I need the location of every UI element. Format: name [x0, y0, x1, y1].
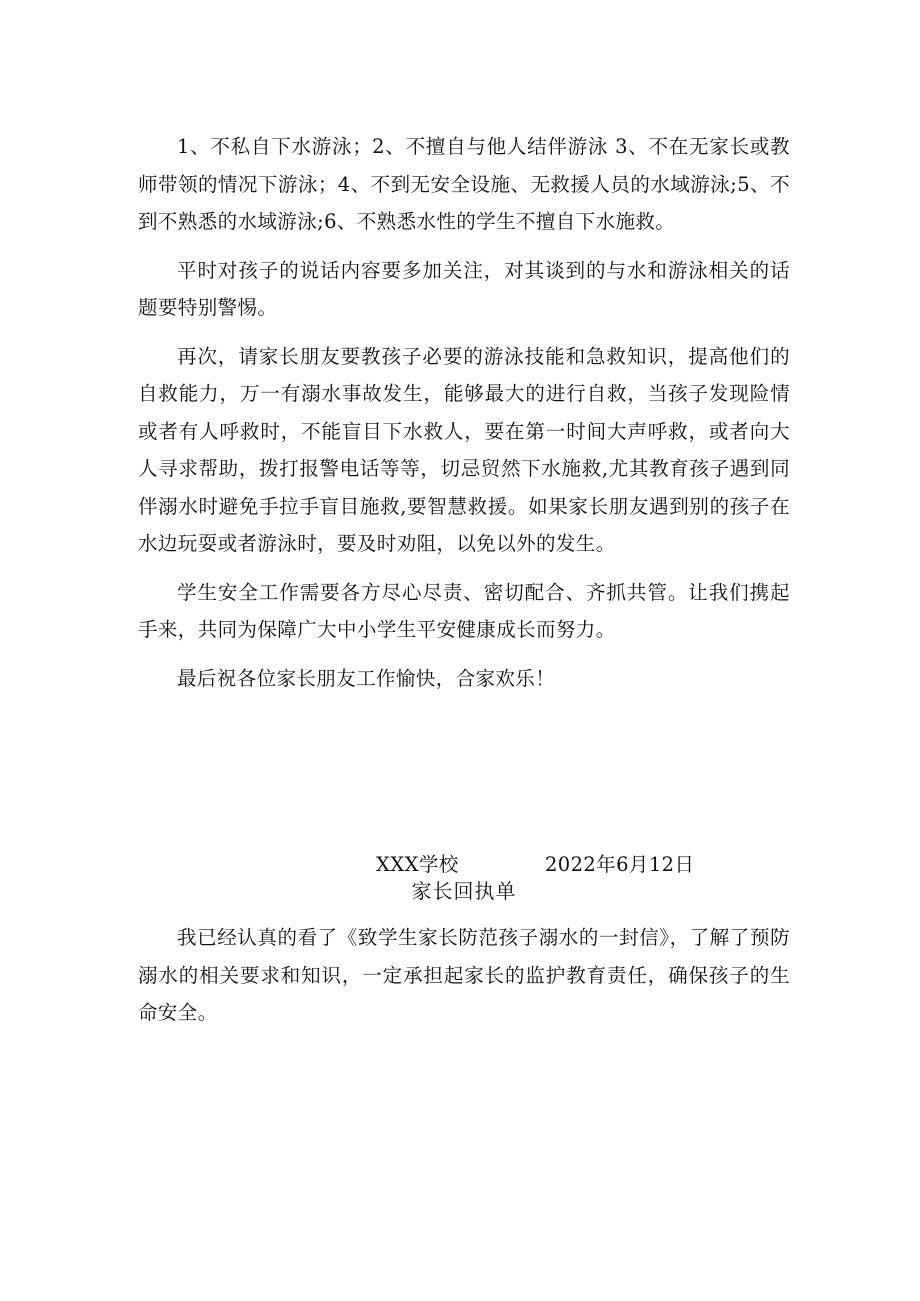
letter-paragraph-safety-rules: 1、不私自下水游泳；2、不擅自与他人结伴游泳 3、不在无家长或教师带领的情况下游泳；4、不到无安全设施、无救援人员的水域游泳;5、不到不熟悉的水域游泳;6、不熟悉水性的学生不擅自下水施救。: [138, 135, 790, 233]
letter-paragraph-attention: 平时对孩子的说话内容要多加关注，对其谈到的与水和游泳相关的话题要特别警惕。: [138, 258, 790, 319]
letter-content: [138, 128, 790, 1024]
letter-date: 2022年6月12日: [545, 853, 695, 876]
letter-paragraph-skills: 再次，请家长朋友要教孩子必要的游泳技能和急救知识，提高他们的自救能力，万一有溺水事故发生，能够最大的进行自救，当孩子发现险情或者有人呼救时，不能盲目下水救人，要在第一时间大声呼救，或者向大人寻求帮助，拨打报警电话等等，切忌贸然下水施救,尤其教育孩子遇到同伴溺水时避免手拉手盲目施救,要智慧救援。如果家长朋友遇到别的孩子在水边玩耍或者游泳时，要及时劝阻，以免以外的发生。: [138, 344, 790, 555]
receipt-body: 我已经认真的看了《致学生家长防范孩子溺水的一封信》，了解了预防溺水的相关要求和知识，一定承担起家长的监护教育责任，确保孩子的生命安全。: [138, 926, 790, 1024]
receipt-title: 家长回执单: [411, 879, 517, 903]
letter-paragraph-cooperation: 学生安全工作需要各方尽心尽责、密切配合、齐抓共管。让我们携起手来，共同为保障广大中小学生平安健康成长而努力。: [138, 580, 790, 641]
school-name: XXX学校: [376, 853, 459, 876]
letter-paragraph-closing: 最后祝各位家长朋友工作愉快，合家欢乐！: [177, 666, 556, 690]
